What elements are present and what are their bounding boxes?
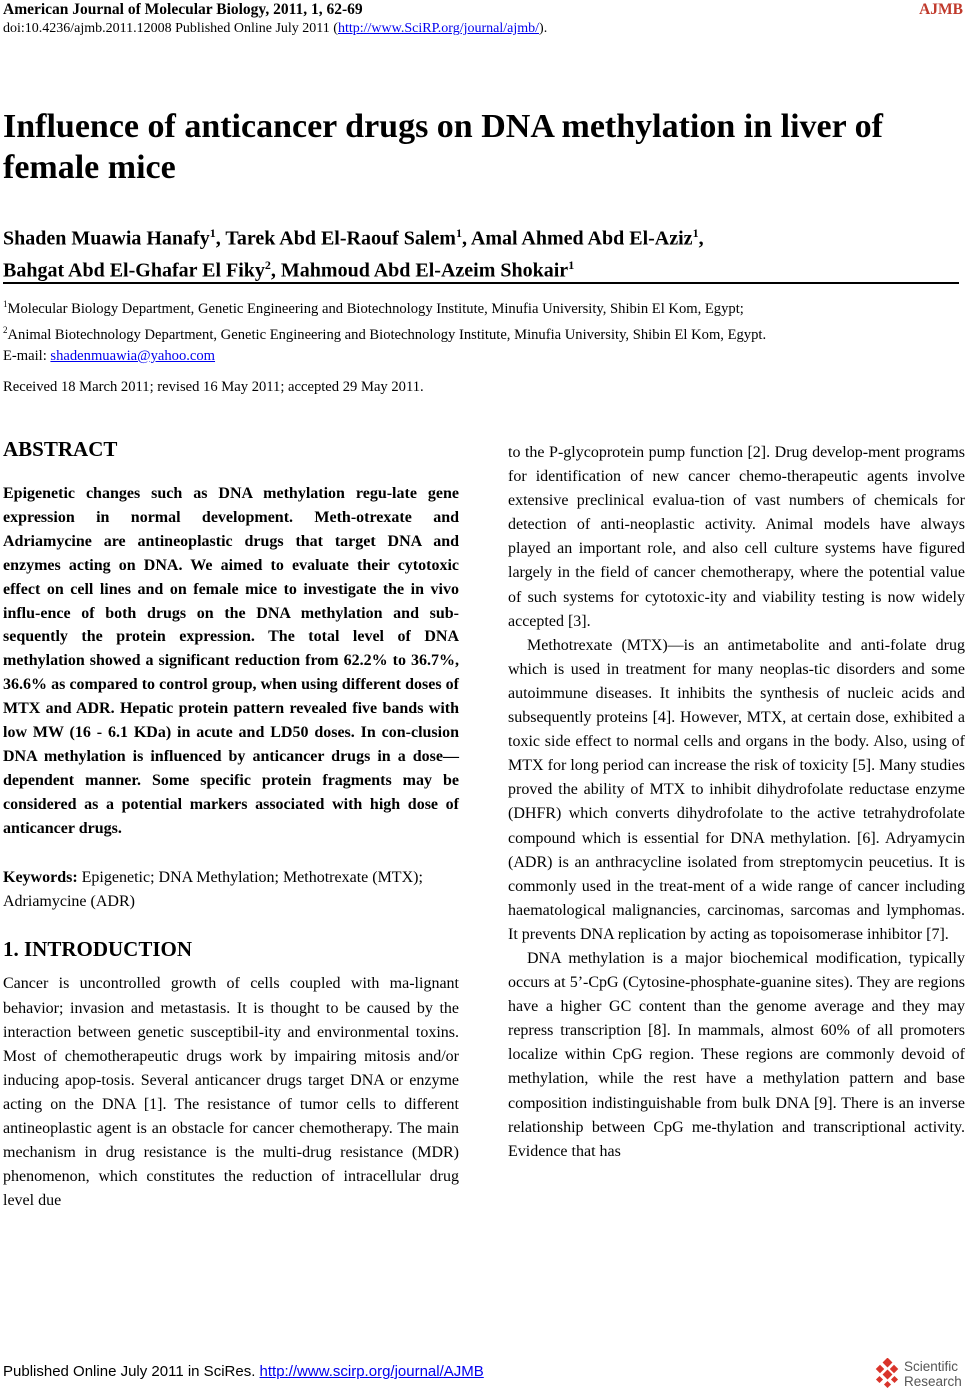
- affiliation-marker: 2: [3, 324, 8, 335]
- author-separator: ,: [698, 227, 704, 250]
- author-name: Amal Ahmed Abd El-Aziz: [470, 227, 693, 250]
- logo-line-1: Scientific: [904, 1359, 959, 1374]
- logo-line-2: Research: [904, 1374, 962, 1389]
- footer: [3, 1363, 484, 1380]
- paper-title: Influence of anticancer drugs on DNA methylation in liver of female mice: [3, 108, 883, 186]
- author-separator: ,: [270, 259, 281, 282]
- author-name: Bahgat Abd El-Ghafar El Fiky: [3, 259, 265, 282]
- publisher-logo: [874, 1358, 964, 1392]
- title-divider: [3, 282, 959, 284]
- email-label: E-mail:: [3, 347, 51, 364]
- right-column: [508, 441, 965, 1164]
- author-affiliation-marker: 1: [455, 226, 462, 240]
- doi-suffix: ).: [539, 21, 548, 36]
- left-column: [3, 436, 459, 1213]
- email-line: [3, 346, 963, 367]
- author-name: Mahmoud Abd El-Azeim Shokair: [280, 259, 569, 282]
- journal-link[interactable]: http://www.SciRP.org/journal/ajmb/: [337, 21, 540, 36]
- author-separator: ,: [215, 227, 226, 250]
- author-affiliation-marker: 2: [264, 257, 271, 272]
- author-affiliation-marker: 1: [568, 257, 575, 272]
- author-affiliation-marker: 1: [692, 226, 699, 240]
- author-affiliation-marker: 1: [209, 226, 216, 240]
- publisher-logo-text: [904, 1359, 962, 1389]
- author-name: Shaden Muawia Hanafy: [3, 227, 210, 250]
- journal-abbreviation: AJMB: [919, 1, 963, 18]
- abstract-text: Epigenetic changes such as DNA methylation regu-late gene expression in normal development. Meth-otrexate and Adriamycine are antineoplastic drugs that target DNA and enzymes acting on DNA. We aimed to evaluate their cytotoxic effect on cell lines and on female mice to investigate the in vivo influ-ence of both drugs on the DNA methylation and sub-sequently the protein expression. The total level of DNA methylation showed a significant reduction from 62.2% to 36.7%, 36.6% as compared to control group, when using different doses of MTX and ADR. Hepatic protein pattern revealed five bands with low MW (16 - 6.1 KDa) in acute and LD50 doses. In con-clusion DNA methylation is influenced by anticancer drugs in a dose—dependent manner. Some specific protein fragments may be considered as a potential markers associated with high dose of anticancer drugs.: [3, 485, 459, 837]
- affiliation-text: Animal Biotechnology Department, Genetic Engineering and Biotechnology Institute, Minufia University, Shibin El Kom, Egypt.: [7, 326, 767, 343]
- doi-line: [3, 21, 547, 37]
- journal-header: American Journal of Molecular Biology, 2011, 1, 62-69: [3, 1, 363, 18]
- introduction-paragraph-continued: to the P-glycoprotein pump function [2]. Drug develop-ment programs for identification of new cancer chemo-therapeutic agents involve extensive preclinical evalua-tion of vast numbers of chemicals for detection of anti-neoplastic activity. Animal models have always played an important role, and also cell culture systems have figured largely in the field of cancer chemotherapy, where the potential value of such systems for cytotoxic-ity and viability testing is now widely accepted [3].: [508, 444, 965, 630]
- affiliation-2: [3, 320, 963, 346]
- affiliation-marker: 1: [3, 299, 8, 309]
- keywords-text: Epigenetic; DNA Methylation; Methotrexate (MTX); Adriamycine (ADR): [3, 868, 423, 910]
- author-name: Tarek Abd El-Raouf Salem: [225, 227, 456, 250]
- affiliations: [3, 294, 963, 367]
- received-dates: Received 18 March 2011; revised 16 May 2011; accepted 29 May 2011.: [3, 379, 424, 395]
- footer-link[interactable]: http://www.scirp.org/journal/AJMB: [259, 1363, 484, 1380]
- publisher-logo-icon: [874, 1358, 902, 1388]
- introduction-paragraph: Methotrexate (MTX)—is an antimetabolite and anti-folate drug which is used in treatment for many neoplas-tic disorders and some autoimmune diseases. It inhibits the synthesis of nucleic acids and subsequently proteins [4]. However, MTX, at certain dose, exhibited a toxic side effect to normal cells and organs in the body. Also, using of MTX for long period can increase the risk of toxicity [5]. Many studies proved the ability of MTX to inhibit dihydrofolate reductase enzyme (DHFR) which converts dihydrofolate to the active tetrahydrofolate compound which is essential for DNA methylation. [6]. Adryamycin (ADR) is an anthracycline isolated from streptomycin peucetius. It is commonly used in the treat-ment of a wide range of cancer including haematological malignancies, carcinomas, sarcomas and lymphomas. It prevents DNA replication by acting as topoisomerase inhibitor [7].: [508, 636, 965, 943]
- introduction-paragraph: DNA methylation is a major biochemical modification, typically occurs at 5’-CpG (Cytosine-phosphate-guanine sites). They are regions have a higher GC content than the genome average and they may repress transcription [8]. In mammals, almost 60% of all promoters localize within CpG region. These regions are commonly devoid of methylation, while the rest have a methylation pattern and base composition indistinguishable from bulk DNA [9]. There is an inverse relationship between CpG me-thylation and transcriptional activity. Evidence that has: [508, 949, 965, 1160]
- keywords-label: Keywords:: [3, 868, 78, 886]
- abstract-heading: ABSTRACT: [3, 437, 118, 461]
- author-separator: ,: [461, 227, 471, 250]
- footer-text: Published Online July 2011 in SciRes.: [3, 1363, 260, 1380]
- affiliation-text: Molecular Biology Department, Genetic Engineering and Biotechnology Institute, Minufia University, Shibin El Kom, Egypt;: [7, 300, 744, 317]
- email-link[interactable]: shadenmuawia@yahoo.com: [50, 347, 216, 364]
- affiliation-1: [3, 294, 963, 320]
- introduction-paragraph: Cancer is uncontrolled growth of cells coupled with ma-lignant behavior; invasion and metastasis. It is thought to be caused by the interaction between genetic susceptibil-ity and environmental toxins. Most of chemotherapeutic drugs work by impairing mitosis and/or inducing apop-tosis. Several anticancer drugs target DNA or enzyme acting on the DNA [1]. The resistance of tumor cells to different antineoplastic agent is an obstacle for cancer chemotherapy. The main mechanism in drug resistance is the multi-drug resistance (MDR) phenomenon, which constitutes the reduction of intracellular drug level due: [3, 975, 459, 1210]
- introduction-heading: 1. INTRODUCTION: [3, 937, 193, 962]
- keywords: [3, 866, 459, 914]
- author-list: [3, 220, 963, 283]
- doi-text: doi:10.4236/ajmb.2011.12008 Published Online July 2011 (: [3, 21, 338, 36]
